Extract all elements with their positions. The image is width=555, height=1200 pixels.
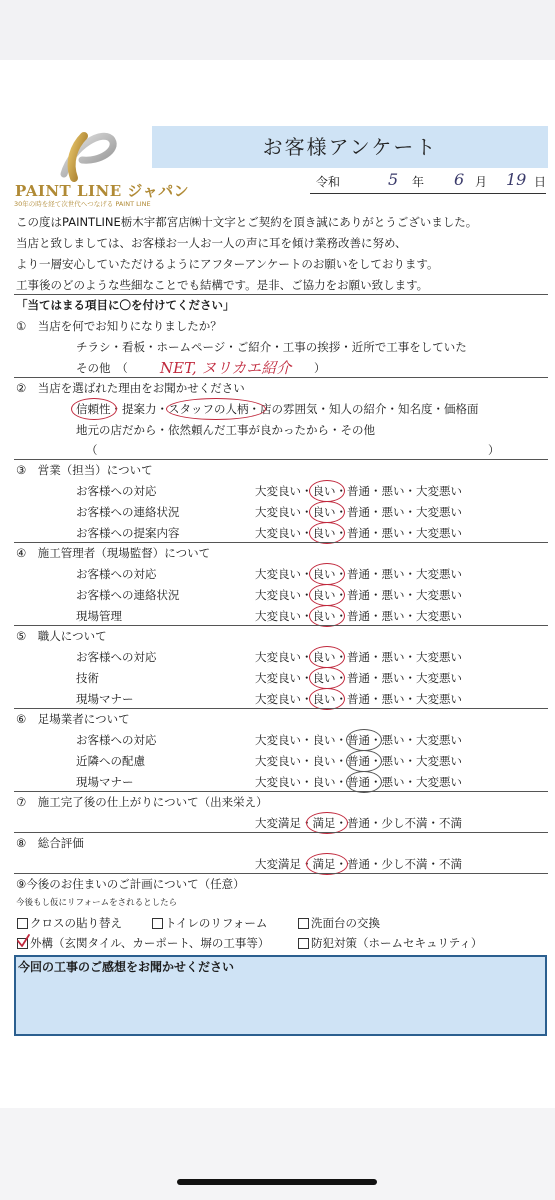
q3-item-scale: 大変良い・良い・普通・悪い・大変悪い [255, 505, 462, 519]
q5-item-scale: 大変良い・良い・普通・悪い・大変悪い [255, 692, 462, 706]
selection-circle [166, 398, 266, 420]
instruction: 「当てはまる項目に〇を付けてください」 [16, 298, 235, 312]
q5-item-scale: 大変良い・良い・普通・悪い・大変悪い [255, 650, 462, 664]
intro-line-2: 当店と致しましては、お客様お一人お一人の声に耳を傾け業務改善に努め、 [16, 236, 407, 250]
q6-title: ⑥ 足場業者について [16, 712, 130, 726]
checkbox-toilet[interactable] [152, 918, 163, 929]
option-label: 外構（玄関タイル、カーポート、塀の工事等） [30, 936, 270, 950]
divider [14, 708, 548, 709]
date-month-unit: 月 [475, 175, 488, 189]
checkbox-security[interactable] [298, 938, 309, 949]
divider [14, 542, 548, 543]
q3-item-label: お客様への対応 [76, 484, 157, 498]
q5-title: ⑤ 職人について [16, 629, 107, 643]
selection-circle [306, 853, 348, 875]
q3-item-label: お客様への連絡状況 [76, 505, 180, 519]
intro-line-1: この度はPAINTLINE栃木宇都宮店㈱十文字とご契約を頂き誠にありがとうございました。 [16, 215, 478, 229]
q2-title: ② 当店を選ばれた理由をお聞かせください [16, 381, 245, 395]
date-year: 5 [388, 170, 399, 189]
q3-item-scale: 大変良い・良い・普通・悪い・大変悪い [255, 484, 462, 498]
selection-circle [71, 398, 117, 420]
q6-item-scale: 大変良い・良い・普通・悪い・大変悪い [255, 733, 462, 747]
q2-options-2: 地元の店だから・依然頼んだ工事が良かったから・その他 [76, 423, 375, 437]
selection-circle [306, 812, 348, 834]
option-label: クロスの貼り替え [30, 916, 122, 930]
q6-item-label: 現場マナー [76, 775, 134, 789]
q4-item-scale: 大変良い・良い・普通・悪い・大変悪い [255, 588, 462, 602]
selection-circle [309, 667, 345, 689]
checkbox-washbasin[interactable] [298, 918, 309, 929]
home-indicator[interactable] [177, 1179, 377, 1185]
q5-item-label: お客様への対応 [76, 650, 157, 664]
q2-close-paren: ） [488, 443, 500, 457]
date-underline [310, 193, 546, 194]
selection-circle [309, 501, 345, 523]
q3-item-label: お客様への提案内容 [76, 526, 180, 540]
q4-title: ④ 施工管理者（現場監督）について [16, 546, 211, 560]
selection-circle [346, 750, 382, 772]
page-title: お客様アンケート [262, 135, 438, 159]
q5-item-label: 現場マナー [76, 692, 134, 706]
q1-other: その他 （ [76, 361, 128, 375]
intro-line-3: より一層安心していただけるようにアフターアンケートのお願いをしております。 [16, 257, 439, 271]
q3-item-scale: 大変良い・良い・普通・悪い・大変悪い [255, 526, 462, 540]
intro-line-4: 工事後のどのような些細なことでも結構です。是非、ご協力をお願い致します。 [16, 278, 429, 292]
divider [14, 791, 548, 792]
date-year-unit: 年 [412, 175, 425, 189]
q1-answer-handwritten: NET, ヌリカエ紹介 [160, 359, 292, 377]
top-bar [0, 0, 555, 60]
q2-options-1: 信頼性・提案力・スタッフの人柄・店の雰囲気・知人の紹介・知名度・価格面 [76, 402, 479, 416]
divider [14, 377, 548, 378]
date-month: 6 [454, 170, 465, 189]
divider [14, 625, 548, 626]
q4-item-label: お客様への連絡状況 [76, 588, 180, 602]
q7-scale: 大変満足・満足・普通・少し不満・不満 [255, 816, 462, 830]
q6-item-scale: 大変良い・良い・普通・悪い・大変悪い [255, 754, 462, 768]
date-day: 19 [506, 170, 527, 189]
q2-open-paren: （ [86, 443, 98, 457]
selection-circle [309, 522, 345, 544]
divider [14, 459, 548, 460]
selection-circle [309, 480, 345, 502]
q8-scale: 大変満足・満足・普通・少し不満・不満 [255, 857, 462, 871]
selection-circle [346, 729, 382, 751]
q4-item-scale: 大変良い・良い・普通・悪い・大変悪い [255, 609, 462, 623]
q4-item-label: 現場管理 [76, 609, 122, 623]
q8-title: ⑧ 総合評価 [16, 836, 84, 850]
q3-title: ③ 営業（担当）について [16, 463, 153, 477]
comment-label: 今回の工事のご感想をお聞かせください [18, 960, 235, 974]
q6-item-label: お客様への対応 [76, 733, 157, 747]
q6-item-label: 近隣への配慮 [76, 754, 145, 768]
divider [14, 873, 548, 874]
selection-circle [309, 605, 345, 627]
selection-circle [309, 646, 345, 668]
divider [14, 832, 548, 833]
selection-circle [309, 563, 345, 585]
option-label: 防犯対策（ホームセキュリティ） [311, 936, 483, 950]
q7-title: ⑦ 施工完了後の仕上がりについて（出来栄え） [16, 795, 268, 809]
bottom-area [0, 1108, 555, 1200]
selection-circle [346, 771, 382, 793]
q1-options: チラシ・看板・ホームページ・ご紹介・工事の挨拶・近所で工事をしていた [76, 340, 467, 354]
q9-title: ⑨今後のお住まいのご計画について（任意） [16, 877, 245, 891]
q4-item-label: お客様への対応 [76, 567, 157, 581]
logo-tagline: 30年の時を経て次世代へつなげる PAINT LINE [14, 200, 151, 208]
date-day-unit: 日 [534, 175, 547, 189]
check-mark-icon [15, 933, 31, 949]
logo-text: PAINT LINE ジャパン [15, 182, 190, 200]
date-era: 令和 [316, 175, 341, 189]
q1-other-close: ） [314, 361, 326, 375]
q5-item-scale: 大変良い・良い・普通・悪い・大変悪い [255, 671, 462, 685]
option-label: トイレのリフォーム [165, 916, 268, 930]
q1-title: ① 当店を何でお知りになりましたか？ [16, 319, 222, 333]
q4-item-scale: 大変良い・良い・普通・悪い・大変悪い [255, 567, 462, 581]
selection-circle [309, 584, 345, 606]
q6-item-scale: 大変良い・良い・普通・悪い・大変悪い [255, 775, 462, 789]
selection-circle [309, 688, 345, 710]
checkbox-cross[interactable] [17, 918, 28, 929]
q9-note: 今後もし仮にリフォームをされるとしたら [16, 898, 178, 908]
q5-item-label: 技術 [76, 671, 99, 685]
option-label: 洗面台の交換 [311, 916, 380, 930]
divider [14, 294, 548, 295]
